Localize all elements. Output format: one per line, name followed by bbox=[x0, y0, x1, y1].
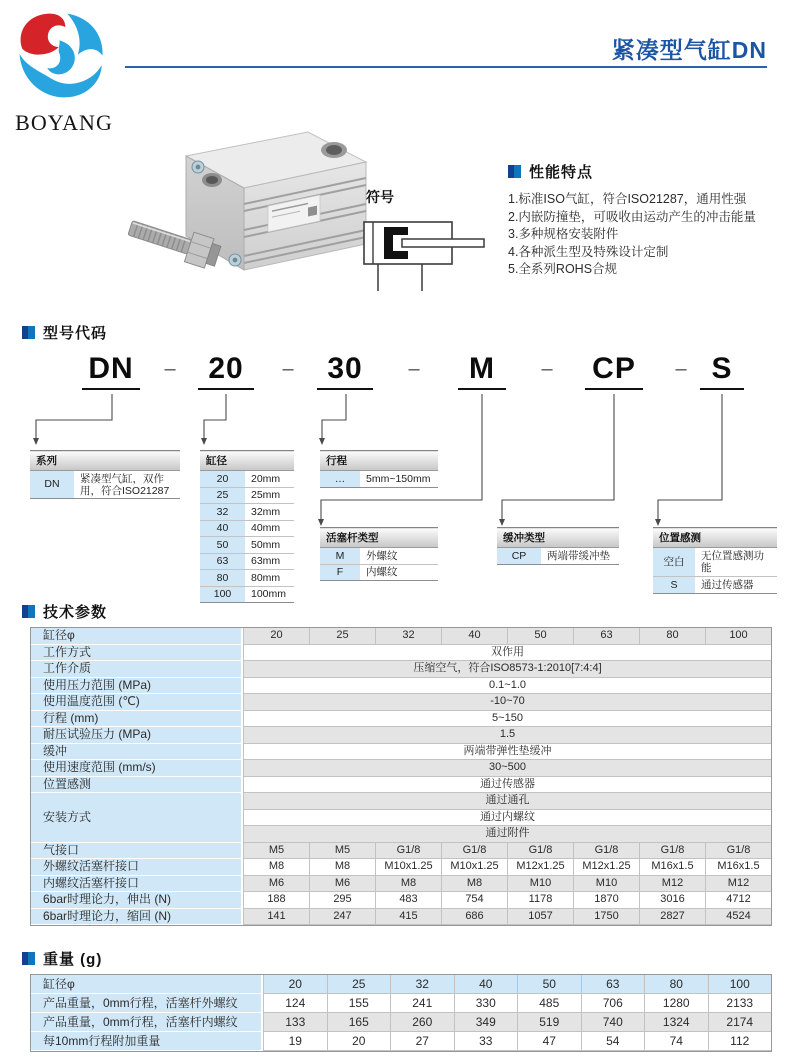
female-thread-cell: M6 bbox=[309, 876, 375, 893]
weight-cell: 155 bbox=[327, 994, 391, 1013]
port-cell: G1/8 bbox=[441, 843, 507, 860]
bore-desc: 32mm bbox=[245, 504, 294, 521]
section-marker-icon bbox=[22, 605, 35, 618]
force-in-cell: 415 bbox=[375, 909, 441, 926]
bore-code: 25 bbox=[200, 487, 245, 504]
table-row bbox=[497, 548, 619, 565]
row-value: 通过内螺纹 bbox=[243, 810, 771, 827]
bore-header-cell: 20 bbox=[263, 975, 327, 994]
bore-header-cell: 25 bbox=[309, 628, 375, 645]
row-label: 工作方式 bbox=[31, 645, 243, 662]
section-marker-icon bbox=[22, 326, 35, 339]
female-thread-cell: M12 bbox=[639, 876, 705, 893]
row-label: 气接口 bbox=[31, 843, 243, 860]
rod-code: M bbox=[320, 548, 360, 565]
weight-cell: 706 bbox=[581, 994, 645, 1013]
weight-cell: 20 bbox=[327, 1032, 391, 1051]
row-value: 通过通孔 bbox=[243, 793, 771, 810]
product-photo bbox=[108, 118, 393, 318]
bore-code: 40 bbox=[200, 520, 245, 537]
bore-desc: 50mm bbox=[245, 537, 294, 554]
weight-cell: 1280 bbox=[644, 994, 708, 1013]
force-out-cell: 1178 bbox=[507, 892, 573, 909]
bore-header-cell: 50 bbox=[507, 628, 573, 645]
force-out-cell: 483 bbox=[375, 892, 441, 909]
row-value: 30~500 bbox=[243, 760, 771, 777]
table-row bbox=[653, 548, 777, 577]
male-thread-cell: M10x1.25 bbox=[441, 859, 507, 876]
row-label: 产品重量，0mm行程，活塞杆外螺纹 bbox=[31, 994, 263, 1013]
male-thread-cell: M12x1.25 bbox=[573, 859, 639, 876]
weight-cell: 19 bbox=[263, 1032, 327, 1051]
table-row bbox=[31, 645, 771, 662]
table-row bbox=[200, 487, 294, 504]
port-cell: G1/8 bbox=[639, 843, 705, 860]
row-value: -10~70 bbox=[243, 694, 771, 711]
tech-params-header bbox=[22, 601, 107, 622]
bore-code: 20 bbox=[200, 471, 245, 488]
code-segment-stroke: 30 bbox=[317, 350, 373, 390]
features-section bbox=[508, 161, 793, 279]
bore-header-cell: 100 bbox=[705, 628, 771, 645]
force-out-cell: 754 bbox=[441, 892, 507, 909]
stroke-desc: 5mm~150mm bbox=[360, 471, 438, 488]
force-out-cell: 4712 bbox=[705, 892, 771, 909]
port-cell: M5 bbox=[309, 843, 375, 860]
weight-cell: 33 bbox=[454, 1032, 518, 1051]
port-cell: G1/8 bbox=[507, 843, 573, 860]
table-row bbox=[200, 471, 294, 488]
features-header bbox=[508, 161, 793, 182]
bore-header-cell: 63 bbox=[581, 975, 645, 994]
row-label: 安装方式 bbox=[31, 793, 243, 843]
male-thread-cell: M16x1.5 bbox=[705, 859, 771, 876]
sensing-code: S bbox=[653, 577, 695, 594]
brand-logo bbox=[10, 6, 115, 111]
force-out-cell: 3016 bbox=[639, 892, 705, 909]
table-row bbox=[200, 520, 294, 537]
table-row bbox=[200, 553, 294, 570]
symbol-label: 符号 bbox=[366, 189, 394, 205]
weight-cell: 54 bbox=[581, 1032, 645, 1051]
bore-desc: 20mm bbox=[245, 471, 294, 488]
table-row bbox=[31, 994, 771, 1013]
sensing-desc: 通过传感器 bbox=[695, 577, 777, 594]
logo-red-flame bbox=[21, 14, 66, 55]
weight-header bbox=[22, 948, 102, 969]
feature-item: 5.全系列ROHS合规 bbox=[508, 262, 618, 276]
cushion-table bbox=[497, 527, 619, 565]
feature-item: 3.多种规格安装附件 bbox=[508, 227, 619, 241]
table-row bbox=[200, 570, 294, 587]
force-in-cell: 141 bbox=[243, 909, 309, 926]
weight-cell: 165 bbox=[327, 1013, 391, 1032]
row-label: 位置感测 bbox=[31, 777, 243, 794]
bore-table-header: 缸径 bbox=[200, 451, 294, 471]
female-thread-cell: M6 bbox=[243, 876, 309, 893]
bore-header-cell: 20 bbox=[243, 628, 309, 645]
table-row bbox=[31, 777, 771, 794]
bore-code: 50 bbox=[200, 537, 245, 554]
bore-code: 32 bbox=[200, 504, 245, 521]
table-row bbox=[200, 586, 294, 603]
rod-desc: 内螺纹 bbox=[360, 564, 438, 581]
row-value: 两端带弹性垫缓冲 bbox=[243, 744, 771, 761]
weight-title: 重量 (g) bbox=[43, 951, 103, 968]
table-row bbox=[31, 711, 771, 728]
bore-header-cell: 32 bbox=[390, 975, 454, 994]
bore-code: 80 bbox=[200, 570, 245, 587]
male-thread-cell: M10x1.25 bbox=[375, 859, 441, 876]
force-in-cell: 4524 bbox=[705, 909, 771, 926]
features-title: 性能特点 bbox=[529, 164, 594, 181]
row-label: 行程 (mm) bbox=[31, 711, 243, 728]
stroke-table-header: 行程 bbox=[320, 451, 438, 471]
male-thread-cell: M8 bbox=[309, 859, 375, 876]
series-desc-cell: 紧凑型气缸，双作用，符合ISO21287 bbox=[74, 471, 180, 499]
feature-item: 4.各种派生型及特殊设计定制 bbox=[508, 244, 669, 259]
female-thread-cell: M8 bbox=[441, 876, 507, 893]
weight-cell: 740 bbox=[581, 1013, 645, 1032]
row-value: 5~150 bbox=[243, 711, 771, 728]
force-out-cell: 1870 bbox=[573, 892, 639, 909]
weight-cell: 260 bbox=[390, 1013, 454, 1032]
model-code-header bbox=[22, 322, 107, 343]
table-row bbox=[653, 577, 777, 594]
stroke-table bbox=[320, 450, 438, 488]
table-row bbox=[31, 1032, 771, 1051]
male-thread-cell: M8 bbox=[243, 859, 309, 876]
row-value: 压缩空气，符合ISO8573-1:2010[7:4:4] bbox=[243, 661, 771, 678]
bore-table bbox=[200, 450, 294, 603]
row-label: 外螺纹活塞杆接口 bbox=[31, 859, 243, 876]
tech-params-title: 技术参数 bbox=[43, 604, 108, 621]
bore-header-cell: 80 bbox=[639, 628, 705, 645]
series-code-cell: DN bbox=[30, 471, 74, 499]
weight-cell: 2174 bbox=[708, 1013, 772, 1032]
female-thread-cell: M8 bbox=[375, 876, 441, 893]
bore-desc: 63mm bbox=[245, 553, 294, 570]
row-label: 使用压力范围 (MPa) bbox=[31, 678, 243, 695]
row-value: 双作用 bbox=[243, 645, 771, 662]
table-row bbox=[31, 793, 771, 810]
table-row bbox=[31, 727, 771, 744]
table-row bbox=[31, 678, 771, 695]
female-thread-cell: M10 bbox=[507, 876, 573, 893]
weight-cell: 133 bbox=[263, 1013, 327, 1032]
table-row bbox=[31, 859, 771, 876]
weight-cell: 485 bbox=[517, 994, 581, 1013]
bore-header-cell: 25 bbox=[327, 975, 391, 994]
table-row bbox=[31, 975, 771, 994]
weight-cell: 124 bbox=[263, 994, 327, 1013]
bore-header-cell: 50 bbox=[517, 975, 581, 994]
force-in-cell: 1057 bbox=[507, 909, 573, 926]
sensing-table bbox=[653, 527, 777, 594]
table-row bbox=[320, 471, 438, 488]
row-label: 6bar时理论力，缩回 (N) bbox=[31, 909, 243, 926]
bore-header-cell: 40 bbox=[441, 628, 507, 645]
page-title: 紧凑型气缸DN bbox=[611, 37, 767, 63]
section-marker-icon bbox=[22, 952, 35, 965]
code-dash: – bbox=[675, 358, 687, 380]
table-row bbox=[320, 564, 438, 581]
row-value: 1.5 bbox=[243, 727, 771, 744]
rod-code: F bbox=[320, 564, 360, 581]
row-label: 每10mm行程附加重量 bbox=[31, 1032, 263, 1051]
table-row bbox=[31, 760, 771, 777]
row-label: 缓冲 bbox=[31, 744, 243, 761]
table-row bbox=[200, 504, 294, 521]
bore-header-cell: 32 bbox=[375, 628, 441, 645]
brand-name: BOYANG bbox=[15, 110, 113, 135]
bore-header-cell: 80 bbox=[644, 975, 708, 994]
table-row bbox=[200, 537, 294, 554]
force-in-cell: 247 bbox=[309, 909, 375, 926]
sensing-code: 空白 bbox=[653, 548, 695, 577]
table-row bbox=[31, 843, 771, 860]
bore-desc: 80mm bbox=[245, 570, 294, 587]
row-label: 工作介质 bbox=[31, 661, 243, 678]
row-label: 内螺纹活塞杆接口 bbox=[31, 876, 243, 893]
force-in-cell: 2827 bbox=[639, 909, 705, 926]
code-dash: – bbox=[541, 358, 553, 380]
code-dash: – bbox=[408, 358, 420, 380]
code-segment-bore: 20 bbox=[198, 350, 254, 390]
weight-cell: 1324 bbox=[644, 1013, 708, 1032]
weight-cell: 2133 bbox=[708, 994, 772, 1013]
logo-blue-swirl-top bbox=[67, 14, 102, 56]
table-row bbox=[31, 892, 771, 909]
row-label: 使用温度范围 (℃) bbox=[31, 694, 243, 711]
rod-type-table bbox=[320, 527, 438, 581]
row-label: 耐压试验压力 (MPa) bbox=[31, 727, 243, 744]
port-cell: G1/8 bbox=[705, 843, 771, 860]
sensing-desc: 无位置感测功能 bbox=[695, 548, 777, 577]
code-segment-cushion: CP bbox=[585, 350, 643, 390]
code-segment-series: DN bbox=[82, 350, 140, 390]
feature-item: 2.内嵌防撞垫，可吸收由运动产生的冲击能量 bbox=[508, 209, 756, 224]
weight-cell: 27 bbox=[390, 1032, 454, 1051]
bore-header-cell: 63 bbox=[573, 628, 639, 645]
female-thread-cell: M10 bbox=[573, 876, 639, 893]
row-value: 通过传感器 bbox=[243, 777, 771, 794]
port-cell: M5 bbox=[243, 843, 309, 860]
section-marker-icon bbox=[508, 165, 521, 178]
code-dash: – bbox=[164, 358, 176, 380]
row-label: 缸径φ bbox=[31, 628, 243, 645]
row-value: 通过附件 bbox=[243, 826, 771, 843]
title-rule bbox=[125, 66, 767, 68]
rod-desc: 外螺纹 bbox=[360, 548, 438, 565]
code-dash: – bbox=[282, 358, 294, 380]
force-out-cell: 188 bbox=[243, 892, 309, 909]
force-out-cell: 295 bbox=[309, 892, 375, 909]
table-row bbox=[31, 876, 771, 893]
table-row bbox=[31, 661, 771, 678]
weight-cell: 330 bbox=[454, 994, 518, 1013]
bore-header-cell: 100 bbox=[708, 975, 772, 994]
weight-cell: 241 bbox=[390, 994, 454, 1013]
row-label: 产品重量，0mm行程，活塞杆内螺纹 bbox=[31, 1013, 263, 1032]
table-row bbox=[31, 694, 771, 711]
table-row bbox=[31, 744, 771, 761]
row-value: 0.1~1.0 bbox=[243, 678, 771, 695]
cushion-desc: 两端带缓冲垫 bbox=[541, 548, 619, 565]
female-thread-cell: M12 bbox=[705, 876, 771, 893]
force-in-cell: 686 bbox=[441, 909, 507, 926]
model-code-title: 型号代码 bbox=[43, 325, 108, 342]
weight-cell: 47 bbox=[517, 1032, 581, 1051]
weight-cell: 349 bbox=[454, 1013, 518, 1032]
male-thread-cell: M16x1.5 bbox=[639, 859, 705, 876]
code-segment-rod: M bbox=[458, 350, 506, 390]
table-row bbox=[31, 628, 771, 645]
bore-desc: 40mm bbox=[245, 520, 294, 537]
code-segment-sensing: S bbox=[700, 350, 744, 390]
table-row bbox=[31, 909, 771, 926]
bore-code: 63 bbox=[200, 553, 245, 570]
feature-item: 1.标准ISO气缸，符合ISO21287，通用性强 bbox=[508, 192, 747, 206]
weight-cell: 112 bbox=[708, 1032, 772, 1051]
weight-cell: 519 bbox=[517, 1013, 581, 1032]
weight-table bbox=[30, 974, 772, 1052]
sensing-table-header: 位置感测 bbox=[653, 528, 777, 548]
row-label: 6bar时理论力，伸出 (N) bbox=[31, 892, 243, 909]
weight-cell: 74 bbox=[644, 1032, 708, 1051]
stroke-code: … bbox=[320, 471, 360, 488]
cushion-code: CP bbox=[497, 548, 541, 565]
force-in-cell: 1750 bbox=[573, 909, 639, 926]
port-cell: G1/8 bbox=[573, 843, 639, 860]
male-thread-cell: M12x1.25 bbox=[507, 859, 573, 876]
tech-params-table bbox=[30, 627, 772, 926]
row-label: 使用速度范围 (mm/s) bbox=[31, 760, 243, 777]
port-cell: G1/8 bbox=[375, 843, 441, 860]
bore-code: 100 bbox=[200, 586, 245, 603]
row-label: 缸径φ bbox=[31, 975, 263, 994]
table-row bbox=[30, 471, 180, 499]
series-table bbox=[30, 450, 180, 499]
rod-icon bbox=[402, 239, 484, 247]
bore-desc: 100mm bbox=[245, 586, 294, 603]
series-table-header: 系列 bbox=[30, 451, 180, 471]
rod-type-table-header: 活塞杆类型 bbox=[320, 528, 438, 548]
cushion-table-header: 缓冲类型 bbox=[497, 528, 619, 548]
bore-desc: 25mm bbox=[245, 487, 294, 504]
table-row bbox=[320, 548, 438, 565]
bore-header-cell: 40 bbox=[454, 975, 518, 994]
table-row bbox=[31, 1013, 771, 1032]
pneumatic-symbol bbox=[356, 212, 496, 297]
